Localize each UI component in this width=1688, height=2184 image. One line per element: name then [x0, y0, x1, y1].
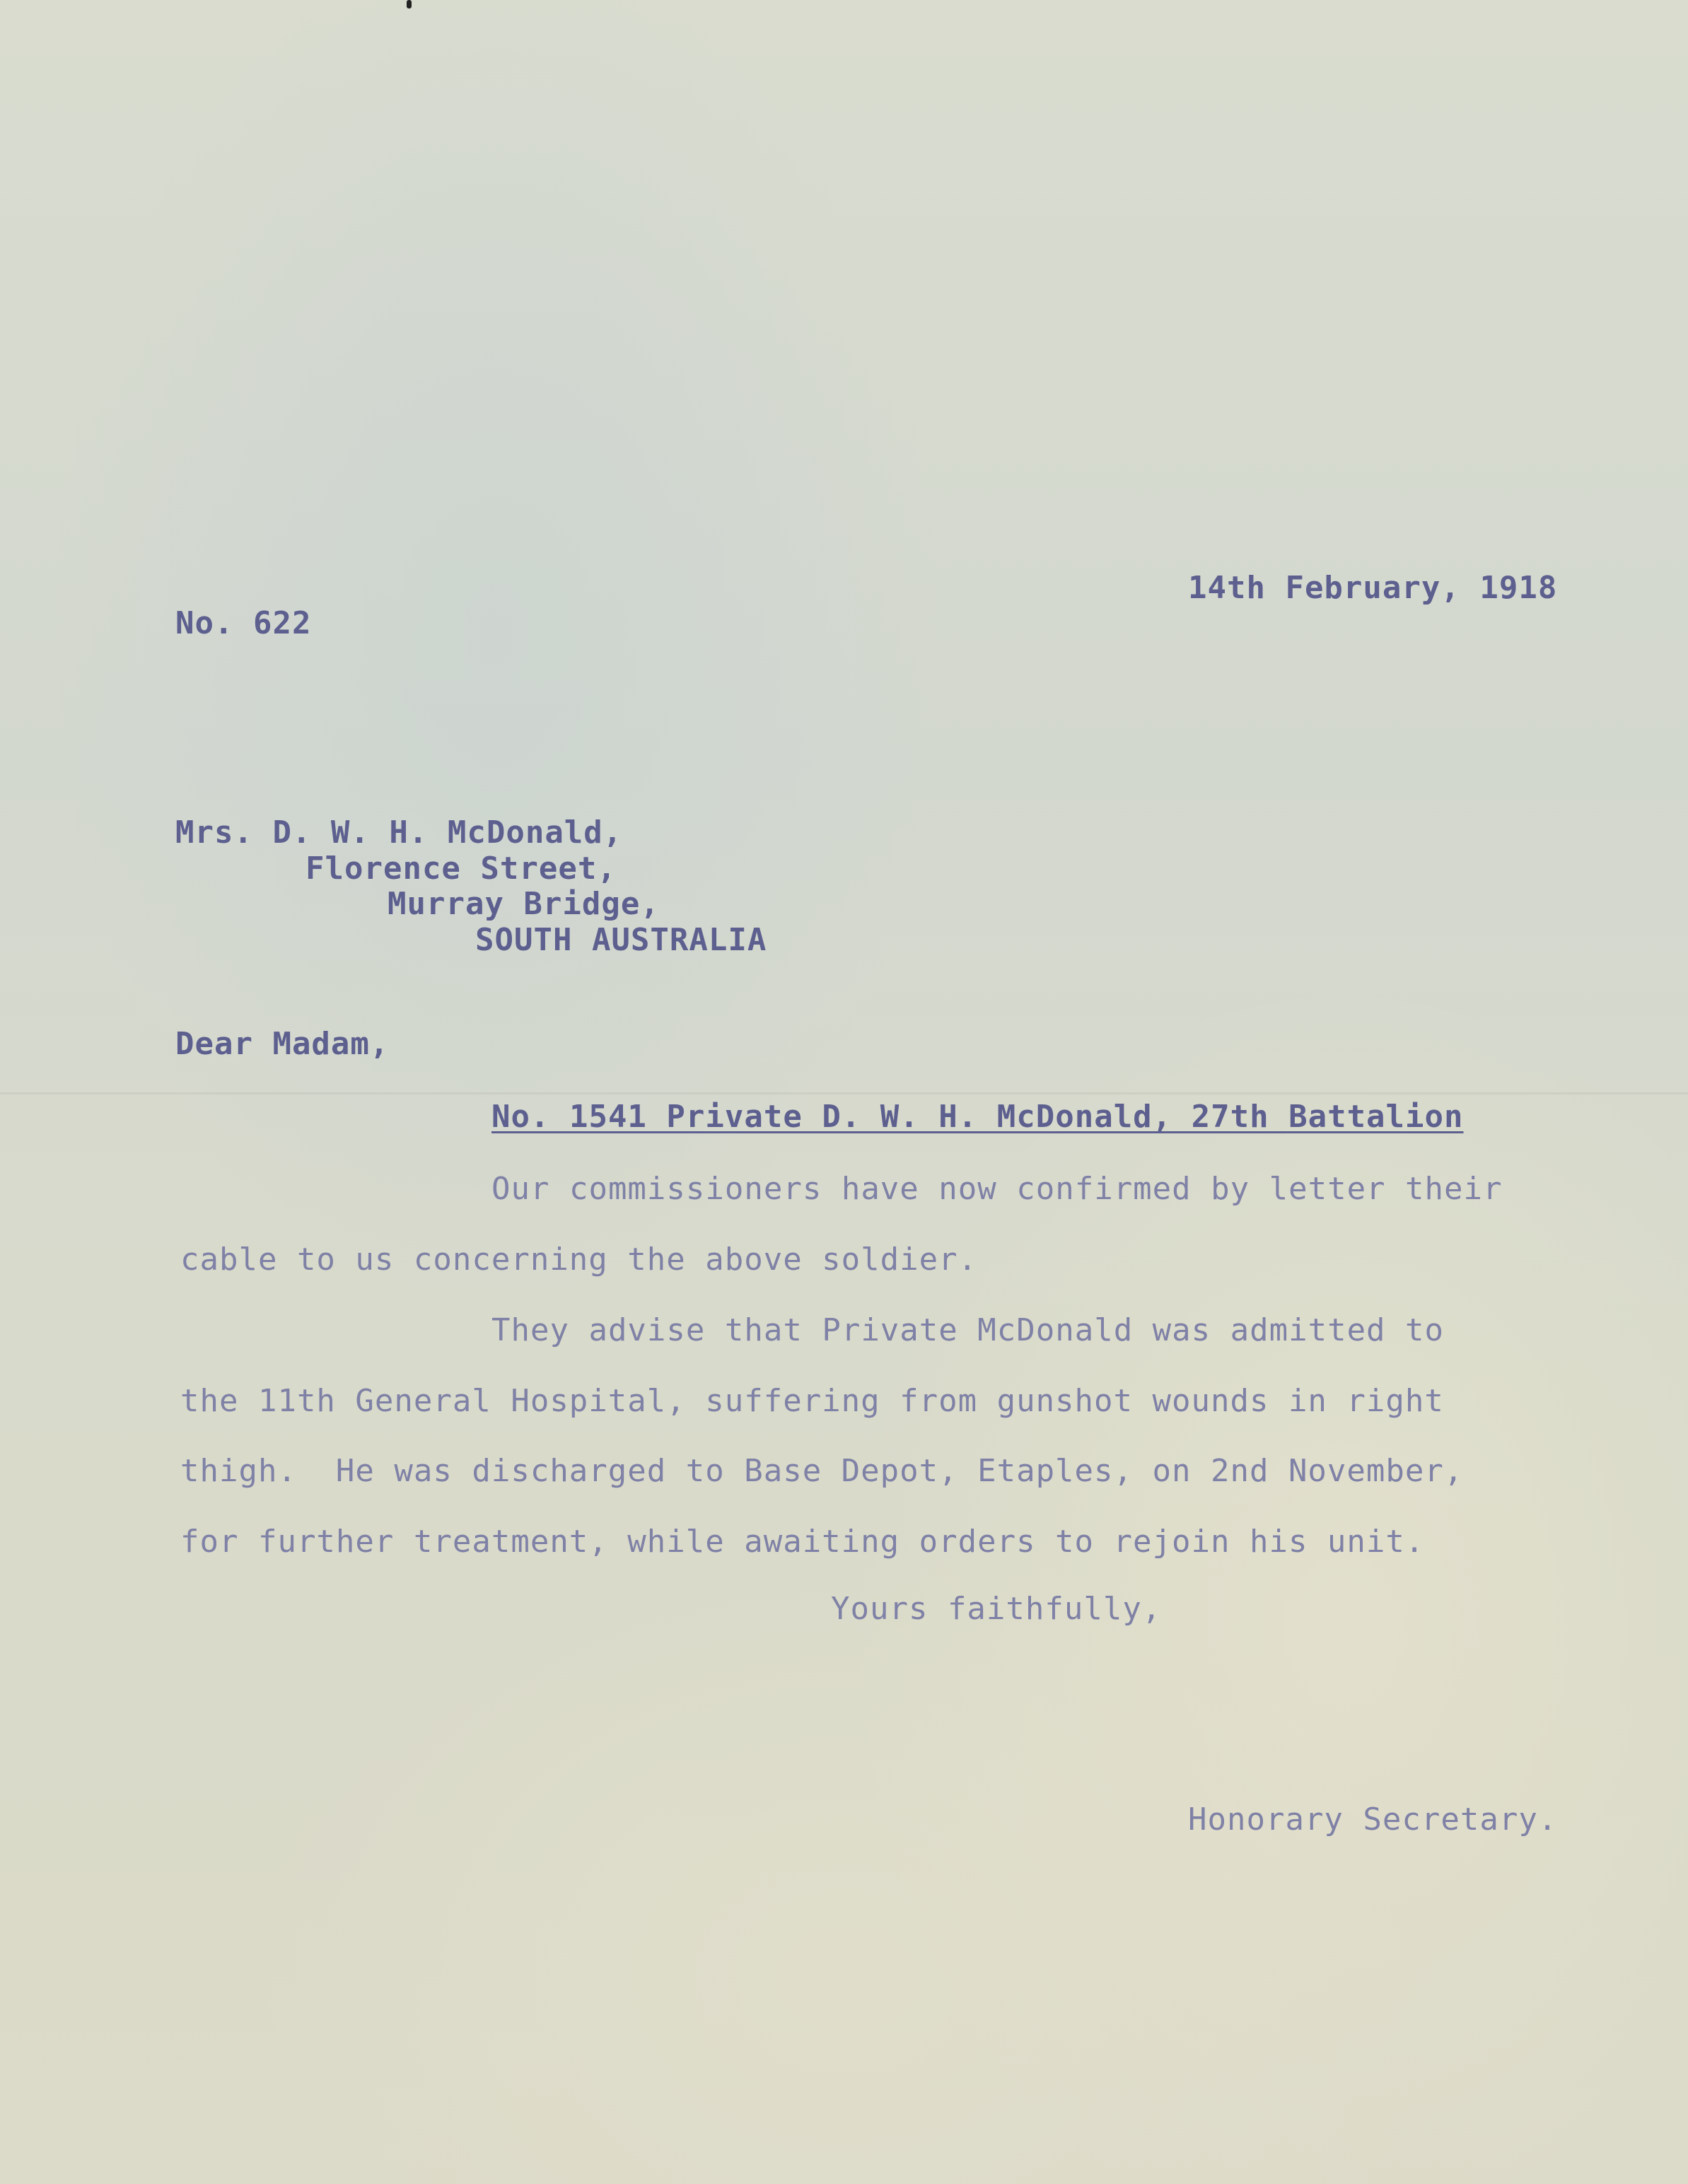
body-line: thigh. He was discharged to Base Depot, Etaples, on 2nd November,: [180, 1453, 1464, 1489]
ink-mark: [407, 0, 412, 8]
recipient-town: Murray Bridge,: [388, 886, 660, 922]
body-line: Our commissioners have now confirmed by letter their: [491, 1171, 1503, 1207]
body-line: They advise that Private McDonald was admitted to: [491, 1312, 1445, 1348]
body-line: cable to us concerning the above soldier.: [180, 1242, 978, 1278]
recipient-street: Florence Street,: [305, 851, 617, 887]
paper-fold: [0, 1092, 1688, 1094]
body-line: the 11th General Hospital, suffering from gunshot wounds in right: [180, 1383, 1444, 1419]
closing: Yours faithfully,: [831, 1591, 1162, 1627]
subject-line: No. 1541 Private D. W. H. McDonald, 27th Battalion: [491, 1099, 1464, 1135]
letter-date: 14th February, 1918: [1188, 570, 1558, 606]
signature-title: Honorary Secretary.: [1188, 1801, 1558, 1838]
recipient-state: SOUTH AUSTRALIA: [475, 922, 767, 958]
body-line: for further treatment, while awaiting orders to rejoin his unit.: [180, 1524, 1425, 1560]
salutation: Dear Madam,: [175, 1026, 390, 1062]
reference-number: No. 622: [175, 605, 312, 641]
recipient-name: Mrs. D. W. H. McDonald,: [175, 814, 623, 851]
